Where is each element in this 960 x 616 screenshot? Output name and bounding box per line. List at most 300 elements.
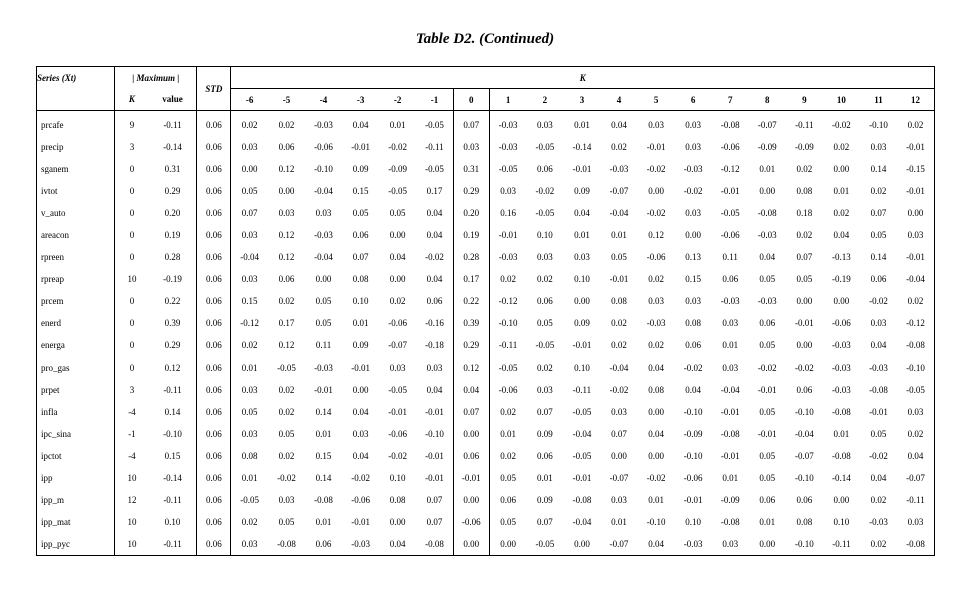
lag-cell: 0.00 [563,533,600,556]
std-value: 0.06 [197,180,231,202]
lag-cell: 0.10 [389,472,406,483]
lag-cell: -0.02 [351,472,370,483]
lag-cell: -0.01 [498,230,518,241]
lag-cell: 0.03 [574,252,590,263]
lag-cell: 0.00 [453,489,489,511]
lag-cell: -0.01 [425,472,444,483]
lag-cell: 0.03 [611,406,627,417]
lag-cell: -0.08 [416,533,453,556]
header-std: STD [197,67,231,111]
lag-cell: 0.04 [352,120,369,131]
lag-cell: -0.02 [646,164,666,175]
table-body [37,111,935,556]
lag-cell: 0.11 [315,340,332,351]
lag-cell: -0.18 [425,340,444,351]
lag-cell: -0.07 [601,533,638,556]
series-name: rpreap [37,268,115,290]
lag-cell: 0.02 [500,274,516,285]
lag-cell: 0.06 [759,494,776,505]
lag-cell: -0.03 [646,318,666,329]
series-name: ipc_sina [37,423,115,445]
lag-cell: -0.04 [572,516,592,527]
lag-cell: 0.03 [685,120,702,131]
lag-cell: 0.15 [315,450,332,461]
max-value: -0.19 [149,268,197,290]
lag-cell: -0.08 [720,428,740,439]
table-title: Table D2. (Continued) [415,31,555,47]
lag-cell: -0.01 [757,384,777,395]
lag-cell: 0.09 [574,318,590,329]
lag-cell: -0.06 [388,428,408,439]
table-row [37,202,935,224]
lag-cell: 0.01 [241,472,258,483]
lag-cell: 0.04 [870,340,887,351]
lag-cell: -0.08 [268,533,305,556]
lag-cell: 0.03 [648,296,664,307]
lag-cell: 0.04 [685,384,702,395]
lag-cell: 0.00 [453,533,489,556]
lag-cell: -0.01 [351,362,370,373]
header-lag: 5 [638,89,675,111]
lag-cell: -0.01 [794,318,814,329]
lag-cell: 0.15 [241,296,258,307]
lag-cell: 0.13 [685,252,702,263]
lag-cell: -0.01 [351,516,370,527]
lag-cell: 0.03 [537,384,553,395]
std-value: 0.06 [197,246,231,268]
lag-cell: 0.00 [833,164,850,175]
lag-cell: -0.12 [498,296,518,307]
lag-cell: 0.07 [426,516,443,527]
lag-cell: -0.08 [720,516,740,527]
lag-cell: 0.02 [278,406,295,417]
lag-cell: -0.04 [794,428,814,439]
lag-cell: -0.08 [897,533,934,556]
std-value: 0.06 [197,423,231,445]
lag-cell: 0.01 [833,186,850,197]
header-series-spacer [37,89,115,111]
lag-cell: 0.01 [722,472,739,483]
lag-cell: 0.03 [389,362,406,373]
header-lag: 1 [489,89,526,111]
lag-cell: 0.02 [611,142,627,153]
lag-cell: -0.12 [897,312,934,334]
lag-cell: 0.01 [648,494,664,505]
lag-cell: 0.03 [537,120,553,131]
header-lag: 12 [897,89,934,111]
max-k: 3 [129,142,135,153]
lag-cell: 0.06 [278,142,295,153]
lag-cell: -0.01 [453,467,489,489]
lag-cell: -0.03 [498,252,518,263]
lag-cell: 0.03 [685,208,702,219]
max-value: -0.14 [149,467,197,489]
lag-cell: -0.01 [425,406,444,417]
lag-cell: 0.07 [870,208,887,219]
lag-cell: -0.05 [277,362,296,373]
max-k: 3 [129,384,135,395]
lag-cell: -0.01 [572,164,592,175]
lag-cell: -0.11 [572,384,592,395]
lag-cell: 0.07 [453,111,489,137]
lag-cell: -0.11 [425,142,444,153]
lag-cell: 0.15 [685,274,702,285]
lag-cell: -0.09 [794,142,814,153]
lag-cell: 0.03 [426,362,443,373]
lag-cell: 0.03 [712,533,749,556]
lag-cell: 0.14 [315,472,332,483]
lag-cell: 0.04 [426,274,443,285]
series-name: precip [37,136,115,158]
series-name: prcem [37,290,115,312]
lag-cell: 0.04 [759,252,776,263]
lag-cell: 0.05 [759,274,776,285]
lag-cell: -0.01 [646,142,666,153]
series-name: ipp_pyc [37,533,115,556]
series-name: energa [37,334,115,356]
lag-cell: 0.06 [796,494,813,505]
lag-cell: 0.03 [648,120,664,131]
series-name: ivtot [37,180,115,202]
lag-cell: 0.03 [231,533,268,556]
lag-cell: -0.05 [526,533,563,556]
lag-cell: -0.05 [498,362,518,373]
max-k: 0 [129,296,135,307]
lag-cell: 0.01 [759,516,776,527]
lag-cell: -0.07 [757,120,777,131]
header-lag: 6 [675,89,712,111]
lag-cell: -0.10 [646,516,666,527]
lag-cell: -0.02 [869,450,888,461]
lag-cell: -0.05 [897,379,934,401]
lag-cell: -0.04 [314,252,333,263]
lag-cell: 0.04 [638,533,675,556]
lag-cell: 0.05 [759,406,776,417]
lag-cell: 0.06 [305,533,342,556]
lag-cell: -0.06 [832,318,851,329]
lag-cell: 0.02 [870,494,887,505]
lag-cell: 0.03 [241,274,258,285]
lag-cell: -0.05 [535,208,555,219]
std-value: 0.06 [197,312,231,334]
lag-cell: -0.01 [720,186,740,197]
max-k: 12 [127,494,137,505]
lag-cell: -0.02 [609,384,629,395]
lag-cell: -0.04 [897,268,934,290]
lag-cell: -0.08 [572,494,592,505]
max-k: 0 [129,230,135,241]
max-k: -1 [128,428,136,439]
lag-cell: -0.01 [314,384,333,395]
max-k: 0 [129,164,135,175]
lag-cell: -0.03 [720,296,740,307]
lag-cell: 0.08 [389,494,406,505]
lag-cell: 0.03 [278,208,295,219]
lag-cell: -0.02 [425,252,444,263]
lag-cell: 0.20 [453,202,489,224]
max-k: 10 [127,274,137,285]
lag-cell: 0.06 [722,274,739,285]
lag-cell: 0.05 [500,516,516,527]
lag-cell: -0.04 [609,208,629,219]
series-name: ipp_mat [37,511,115,533]
lag-cell: 0.00 [897,202,934,224]
lag-cell: 0.04 [833,230,850,241]
lag-cell: -0.05 [425,120,444,131]
max-value: -0.11 [149,533,197,556]
lag-cell: 0.08 [241,450,258,461]
series-name: infla [37,401,115,423]
lag-cell: 0.04 [389,252,406,263]
lag-cell: -0.04 [609,362,629,373]
table-row [37,445,935,467]
lag-cell: 0.03 [685,296,702,307]
lag-cell: 0.22 [453,290,489,312]
lag-cell: -0.10 [794,472,814,483]
lag-cell: -0.01 [683,494,703,505]
lag-cell: -0.09 [757,142,777,153]
lag-cell: 0.00 [389,274,406,285]
header-lag: -3 [342,89,379,111]
table-row [37,246,935,268]
header-k: K [115,89,149,111]
lag-cell: -0.02 [646,472,666,483]
series-name: sganem [37,158,115,180]
lag-cell: 0.08 [352,274,369,285]
lag-cell: -0.11 [498,340,518,351]
lag-cell: 0.12 [278,230,295,241]
max-k: 0 [129,208,135,219]
header-lag: 10 [823,89,860,111]
lag-cell: 0.06 [278,274,295,285]
lag-cell: -0.11 [897,489,934,511]
lag-cell: -0.12 [240,318,260,329]
series-name: rpreen [37,246,115,268]
lag-cell: 0.05 [870,230,887,241]
lag-cell: 0.00 [489,533,526,556]
lag-cell: -0.08 [757,208,777,219]
lag-cell: 0.02 [537,274,553,285]
lag-cell: 0.01 [574,230,590,241]
lag-cell: 0.10 [537,230,553,241]
lag-cell: -0.04 [720,384,740,395]
lag-cell: -0.12 [720,164,740,175]
lag-cell: 0.06 [759,318,776,329]
lag-cell: 0.00 [759,186,776,197]
lag-cell: 0.09 [537,428,553,439]
lag-cell: 0.05 [352,208,369,219]
lag-cell: 0.04 [574,208,590,219]
lag-cell: -0.07 [794,450,814,461]
table-row [37,290,935,312]
lag-cell: 0.05 [759,340,776,351]
max-value: 0.31 [149,158,197,180]
std-value: 0.06 [197,511,231,533]
std-value: 0.06 [197,290,231,312]
lag-cell: -0.03 [342,533,379,556]
lag-cell: 0.02 [278,384,295,395]
lag-cell: 0.00 [833,494,850,505]
std-value: 0.06 [197,467,231,489]
lag-cell: -0.01 [572,340,592,351]
lag-cell: -0.02 [794,362,814,373]
lag-cell: -0.08 [720,120,740,131]
header-lag: 3 [563,89,600,111]
lag-cell: 0.01 [722,340,739,351]
lag-cell: 0.14 [315,406,332,417]
header-lag: -4 [305,89,342,111]
lag-cell: -0.02 [388,450,408,461]
lag-cell: 0.03 [870,318,887,329]
lag-cell: -0.02 [388,142,408,153]
std-value: 0.06 [197,357,231,379]
max-value: 0.14 [149,401,197,423]
lag-cell: 0.06 [453,445,489,467]
lag-cell: -0.06 [498,384,518,395]
lag-cell: 0.07 [537,516,553,527]
max-value: 0.19 [149,224,197,246]
lag-cell: 0.10 [574,362,590,373]
lag-cell: -0.07 [609,472,629,483]
lag-cell: 0.01 [759,164,776,175]
lag-cell: 0.06 [537,450,553,461]
lag-cell: -0.14 [832,472,851,483]
lag-cell: 0.05 [537,318,553,329]
lag-cell: -0.03 [314,120,333,131]
lag-cell: 0.19 [453,224,489,246]
lag-cell: 0.03 [611,494,627,505]
lag-cell: 0.00 [389,230,406,241]
std-value: 0.06 [197,401,231,423]
lag-cell: 0.02 [241,516,258,527]
lag-cell: -0.03 [314,230,333,241]
lag-cell: -0.16 [425,318,444,329]
lag-cell: 0.00 [278,186,295,197]
lag-cell: -0.10 [897,357,934,379]
table-row [37,111,935,137]
lag-cell: 0.05 [389,208,406,219]
lag-cell: -0.02 [646,208,666,219]
lag-cell: 0.00 [389,516,406,527]
lag-cell: 0.07 [796,252,813,263]
lag-cell: 0.00 [749,533,786,556]
lag-cell: -0.11 [795,120,814,131]
max-value: 0.15 [149,445,197,467]
lag-cell: -0.05 [388,186,408,197]
lag-cell: -0.05 [572,406,592,417]
max-k: 0 [129,318,135,329]
max-value: -0.14 [149,136,197,158]
lag-cell: -0.05 [240,494,260,505]
lag-cell: -0.15 [897,158,934,180]
lag-cell: -0.14 [572,142,592,153]
table-row [37,312,935,334]
lag-cell: 0.14 [870,164,887,175]
table-row [37,224,935,246]
lag-cell: 0.01 [389,120,406,131]
header-series: Series (Xt) [37,67,115,89]
series-name: pro_gas [37,357,115,379]
lag-cell: -0.07 [897,467,934,489]
lag-cell: 0.02 [897,111,934,137]
std-value: 0.06 [197,334,231,356]
lag-cell: 0.04 [379,533,416,556]
lag-cell: 0.02 [897,290,934,312]
header-lag: 7 [712,89,749,111]
lag-cell: 0.03 [537,252,553,263]
lag-cell: 0.04 [648,428,664,439]
header-lag: 2 [526,89,563,111]
lag-cell: -0.03 [832,362,851,373]
lag-cell: 0.02 [278,450,295,461]
lag-cell: 0.04 [453,379,489,401]
std-value: 0.06 [197,445,231,467]
lag-cell: 0.02 [537,362,553,373]
lag-cell: -0.02 [683,362,703,373]
lag-cell: 0.07 [426,494,443,505]
lag-cell: -0.04 [572,428,592,439]
lag-cell: -0.03 [757,296,777,307]
lag-cell: 0.02 [500,450,516,461]
lag-cell: -0.06 [720,142,740,153]
max-value: -0.11 [149,111,197,137]
lag-cell: 0.00 [315,274,332,285]
lag-cell: 0.05 [241,406,258,417]
header-lag: 8 [749,89,786,111]
lag-cell: 0.09 [352,164,369,175]
lag-cell: -0.01 [757,428,777,439]
lag-cell: -0.02 [535,186,555,197]
std-value: 0.06 [197,489,231,511]
lag-cell: -0.03 [675,533,712,556]
lag-cell: -0.05 [572,450,592,461]
lag-cell: -0.01 [609,274,629,285]
lag-cell: 0.03 [241,230,258,241]
lag-cell: -0.03 [832,340,851,351]
std-value: 0.06 [197,111,231,137]
max-value: 0.29 [149,334,197,356]
lag-cell: 0.04 [426,208,443,219]
lag-cell: 0.01 [537,472,553,483]
lag-cell: 0.01 [315,428,332,439]
lag-cell: 0.01 [315,516,332,527]
lag-cell: -0.09 [720,494,740,505]
lag-cell: -0.03 [869,516,888,527]
lag-cell: 0.02 [796,230,813,241]
lag-cell: 0.02 [833,142,850,153]
header-lag: 0 [453,89,489,111]
table-row [37,533,935,556]
lag-cell: -0.10 [425,428,444,439]
lag-cell: 0.05 [315,318,332,329]
lag-cell: 0.07 [352,252,369,263]
std-value: 0.06 [197,202,231,224]
lag-cell: -0.03 [683,164,703,175]
lag-cell: 0.05 [796,274,813,285]
max-k: 10 [127,472,137,483]
header-value: value [149,89,197,111]
lag-cell: -0.01 [897,136,934,158]
lag-cell: 0.05 [759,450,776,461]
max-k: 10 [115,533,149,556]
lag-cell: -0.01 [720,450,740,461]
table-row [37,180,935,202]
lag-cell: 0.02 [389,296,406,307]
lag-cell: -0.05 [498,164,518,175]
lag-cell: 0.03 [241,384,258,395]
lag-cell: 0.04 [897,445,934,467]
lag-cell: 0.15 [352,186,369,197]
